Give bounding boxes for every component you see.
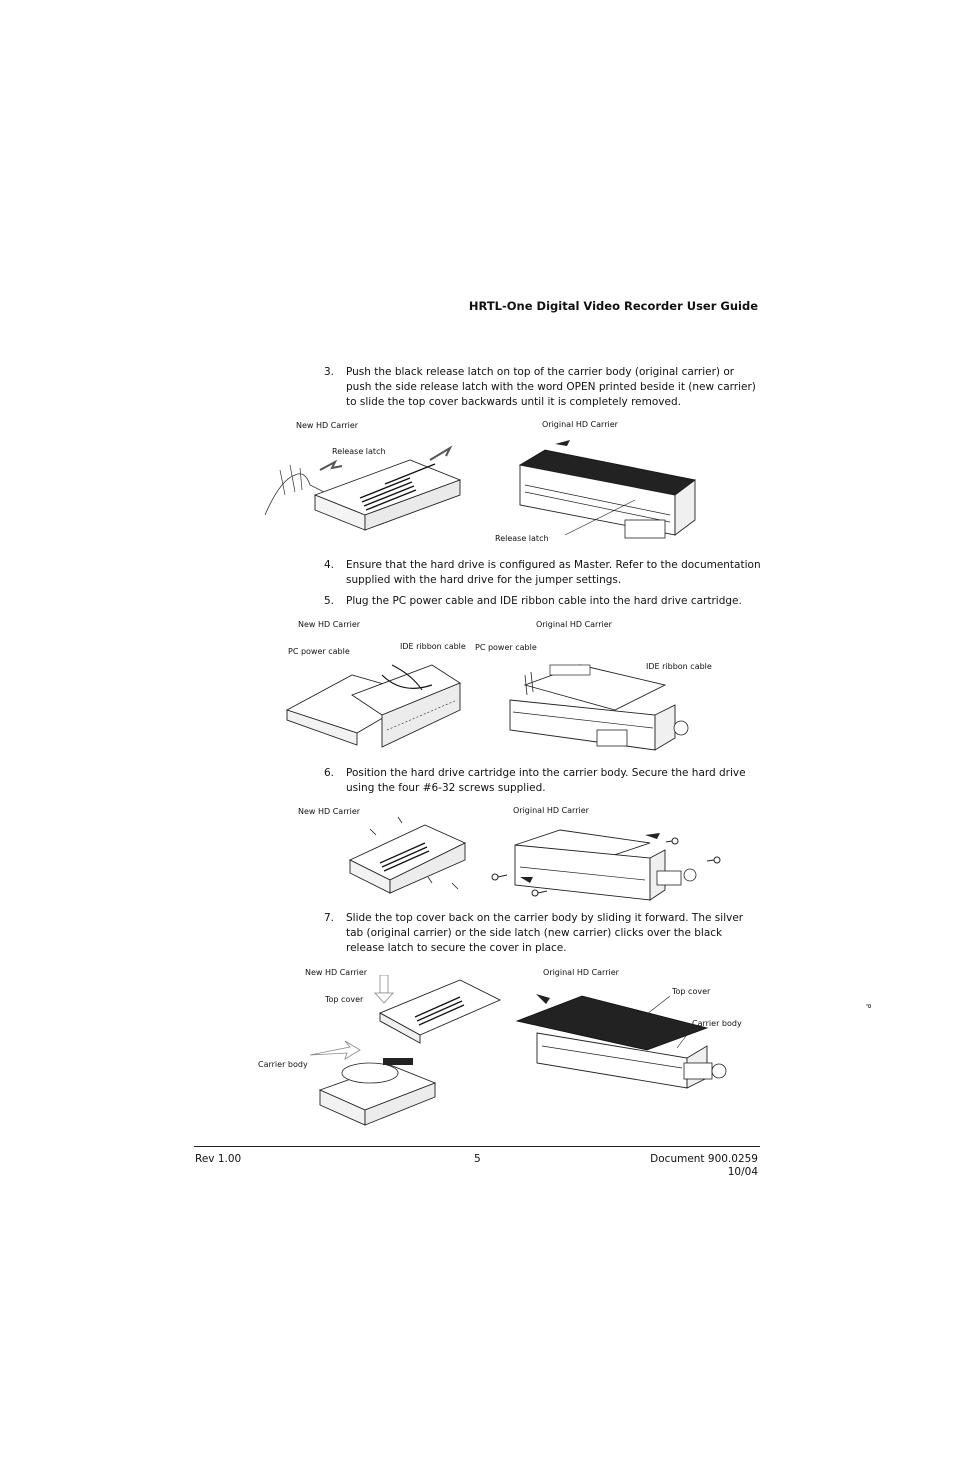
footer-page-number: 5 bbox=[474, 1153, 481, 1165]
step-number: 5. bbox=[324, 595, 335, 607]
fig4-original-carrier-label: Original HD Carrier bbox=[543, 968, 619, 977]
footer-document-number: Document 900.0259 bbox=[650, 1153, 758, 1165]
step-text: Slide the top cover back on the carrier body by sliding it forward. The silver tab (original carrier) or the side latch (new carrier) clicks over the black release latch to secure the cover in place. bbox=[346, 912, 744, 954]
fig4-top-cover-new-label: Top cover bbox=[325, 995, 364, 1004]
fig1-release-latch-new-label: Release latch bbox=[332, 447, 386, 456]
fig4-top-cover-original-label: Top cover bbox=[672, 987, 711, 996]
fig2-pc-power-original-label: PC power cable bbox=[475, 643, 537, 652]
footer-date: 10/04 bbox=[727, 1166, 758, 1178]
fig1-release-latch-original-label: Release latch bbox=[495, 534, 549, 543]
fig2-ide-ribbon-original-label: IDE ribbon cable bbox=[646, 662, 712, 671]
page-header-title: HRTL-One Digital Video Recorder User Guide bbox=[468, 299, 758, 313]
footer-revision: Rev 1.00 bbox=[195, 1153, 242, 1165]
fig2-pc-power-new-label: PC power cable bbox=[288, 647, 350, 656]
step-text: Position the hard drive cartridge into the carrier body. Secure the hard drive using the four #6-32 screws supplied. bbox=[346, 767, 746, 794]
step-text: Ensure that the hard drive is configured as Master. Refer to the documentation supplied with the hard drive for the jumper settings. bbox=[346, 559, 761, 586]
step-text: Plug the PC power cable and IDE ribbon cable into the hard drive cartridge. bbox=[346, 595, 742, 607]
step-number: 6. bbox=[324, 767, 335, 779]
step-5 bbox=[324, 594, 762, 609]
step-6 bbox=[324, 766, 762, 796]
fig1-original-carrier-label: Original HD Carrier bbox=[542, 420, 618, 429]
fig1-original-carrier-drawing bbox=[515, 440, 705, 550]
fig2-original-carrier-drawing bbox=[505, 660, 690, 755]
fig3-new-carrier-drawing bbox=[340, 815, 475, 905]
margin-mark: P bbox=[864, 1003, 873, 1009]
fig2-new-carrier-drawing bbox=[282, 655, 467, 755]
step-4 bbox=[324, 558, 762, 588]
step-3 bbox=[324, 365, 762, 410]
fig4-new-carrier-drawing bbox=[305, 975, 505, 1135]
fig4-original-carrier-drawing bbox=[512, 988, 732, 1093]
footer-document bbox=[650, 1153, 758, 1179]
fig2-new-carrier-label: New HD Carrier bbox=[298, 620, 361, 629]
fig1-new-carrier-drawing bbox=[260, 440, 470, 540]
fig4-carrier-body-original-label: Carrier body bbox=[692, 1019, 742, 1028]
step-number: 4. bbox=[324, 559, 335, 571]
step-text: Push the black release latch on top of the carrier body (original carrier) or push the side release latch with the word OPEN printed beside it (new carrier) to slide the top cover backwards until it is completely removed. bbox=[346, 366, 756, 408]
fig3-original-carrier-drawing bbox=[485, 825, 725, 905]
step-number: 7. bbox=[324, 912, 335, 924]
footer-rule bbox=[194, 1146, 760, 1147]
step-number: 3. bbox=[324, 366, 335, 378]
step-7 bbox=[324, 911, 762, 956]
fig3-original-carrier-label: Original HD Carrier bbox=[513, 806, 589, 815]
fig4-new-carrier-label: New HD Carrier bbox=[305, 968, 368, 977]
fig2-original-carrier-label: Original HD Carrier bbox=[536, 620, 612, 629]
fig4-carrier-body-new-label: Carrier body bbox=[258, 1060, 308, 1069]
fig3-new-carrier-label: New HD Carrier bbox=[298, 807, 361, 816]
fig2-ide-ribbon-new-label: IDE ribbon cable bbox=[400, 642, 466, 651]
fig1-new-carrier-label: New HD Carrier bbox=[296, 421, 359, 430]
